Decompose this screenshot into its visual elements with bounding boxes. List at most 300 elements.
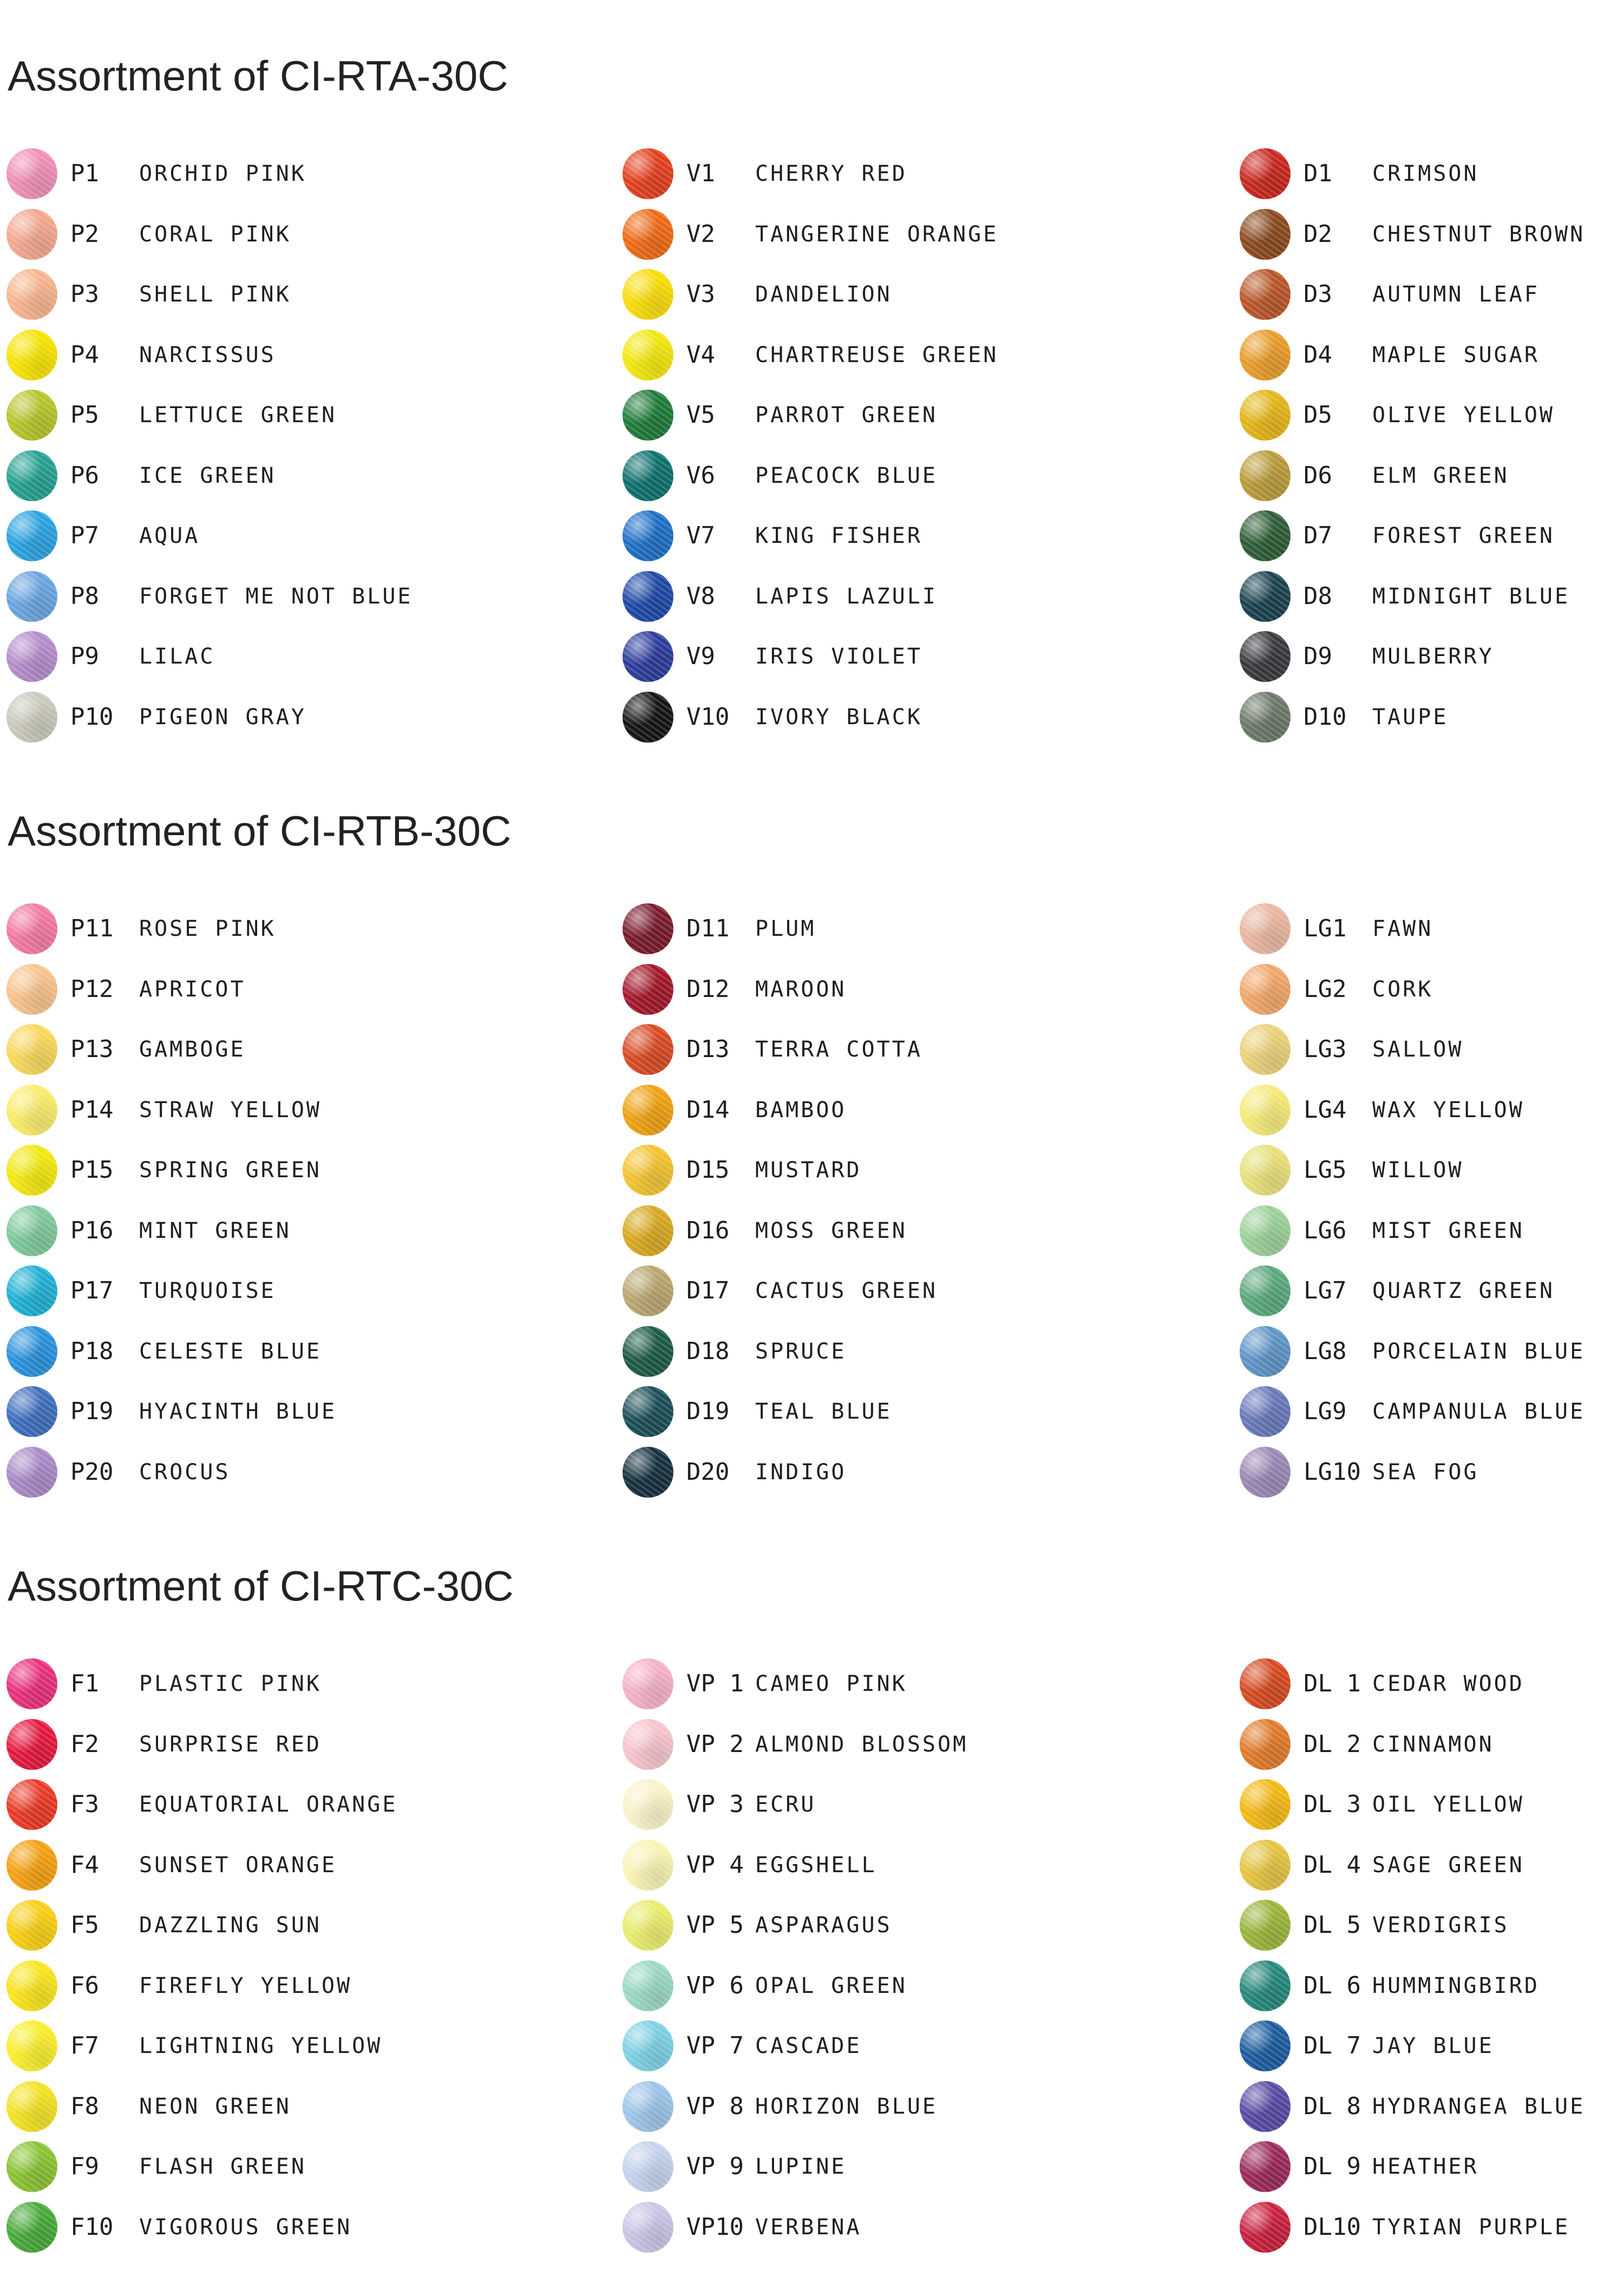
color-code: F1 [70,1670,99,1697]
color-code: P11 [70,915,114,942]
color-swatch [1240,1779,1291,1830]
color-swatch [6,1900,57,1951]
section-title: Assortment of CI-RTA-30C [8,52,508,100]
color-item-f8 [6,2076,440,2137]
color-code: LG4 [1304,1096,1347,1124]
color-code: DL 6 [1304,1972,1361,1999]
color-name: MOSS GREEN [755,1218,907,1243]
color-item-lg9 [1240,1381,1624,1442]
color-swatch [1240,269,1291,320]
color-code: DL 1 [1304,1670,1361,1697]
color-item-d1 [1240,143,1624,204]
color-name: MINT GREEN [139,1218,291,1243]
color-name: INDIGO [755,1460,847,1485]
color-name: CORAL PINK [139,222,291,247]
color-item-p2 [6,204,440,265]
color-name: EQUATORIAL ORANGE [139,1792,398,1817]
color-swatch [623,1386,673,1437]
color-item-d18 [623,1321,1056,1382]
color-swatch [6,1719,57,1770]
color-name: CHESTNUT BROWN [1372,222,1586,247]
color-code: LG3 [1304,1035,1347,1063]
color-item-lg10 [1240,1442,1624,1503]
color-name: HORIZON BLUE [755,2094,938,2119]
color-code: P15 [70,1156,114,1184]
color-code: LG8 [1304,1337,1347,1365]
color-code: VP10 [686,2213,744,2241]
color-code: DL 9 [1304,2153,1361,2180]
color-swatch [623,1265,673,1316]
color-code: P7 [70,522,99,549]
color-name: QUARTZ GREEN [1372,1278,1555,1303]
color-swatch [6,2141,57,2192]
color-name: ICE GREEN [139,463,276,488]
color-item-lg5 [1240,1140,1624,1201]
color-name: CINNAMON [1372,1732,1494,1757]
color-swatch [6,1326,57,1377]
color-name: FAWN [1372,916,1433,941]
color-swatch [1240,964,1291,1015]
color-code: F6 [70,1972,99,1999]
color-code: V6 [686,462,715,489]
color-code: LG7 [1304,1277,1347,1304]
color-name: CHERRY RED [755,161,907,186]
color-code: D3 [1304,280,1332,308]
color-name: DANDELION [755,282,892,307]
color-name: HYACINTH BLUE [139,1399,337,1424]
color-code: P6 [70,462,99,489]
color-name: DAZZLING SUN [139,1913,322,1938]
color-swatch [623,2141,673,2192]
color-swatch [6,2081,57,2132]
color-item-d15 [623,1140,1056,1201]
color-name: ELM GREEN [1372,463,1509,488]
color-item-p20 [6,1442,440,1503]
color-code: DL 3 [1304,1790,1361,1818]
color-code: D20 [686,1458,730,1486]
color-item-f4 [6,1835,440,1895]
color-item-d10 [1240,687,1624,747]
color-name: LETTUCE GREEN [139,403,337,428]
color-item-p12 [6,959,440,1020]
color-item-p7 [6,506,440,566]
color-swatch [623,209,673,260]
color-swatch [1240,903,1291,954]
color-item-lg3 [1240,1019,1624,1080]
color-name: ASPARAGUS [755,1913,892,1938]
color-swatch [1240,1024,1291,1075]
color-item-lg7 [1240,1261,1624,1321]
color-swatch [6,450,57,501]
color-code: V4 [686,341,715,369]
color-swatch [6,209,57,260]
color-item-vp10 [623,2197,1056,2258]
color-name: EGGSHELL [755,1853,877,1878]
color-swatch [1240,1386,1291,1437]
color-item-p9 [6,626,440,687]
color-name: TANGERINE ORANGE [755,222,999,247]
color-name: VERBENA [755,2215,862,2240]
color-name: CASCADE [755,2033,862,2058]
color-code: VP 4 [686,1851,744,1879]
color-item-p6 [6,445,440,506]
color-item-v9 [623,626,1056,687]
color-swatch [623,1719,673,1770]
color-code: F10 [70,2213,114,2241]
color-code: V10 [686,703,730,731]
color-swatch [6,631,57,682]
color-swatch [6,148,57,199]
color-item-p10 [6,687,440,747]
color-name: AUTUMN LEAF [1372,282,1540,307]
color-name: LIGHTNING YELLOW [139,2033,383,2058]
color-name: MAPLE SUGAR [1372,343,1540,368]
color-swatch [623,2081,673,2132]
color-code: V5 [686,401,715,429]
color-name: LILAC [139,644,215,669]
color-swatch [6,1447,57,1498]
color-name: ALMOND BLOSSOM [755,1732,968,1757]
color-name: MULBERRY [1372,644,1494,669]
color-swatch [1240,510,1291,561]
color-name: VIGOROUS GREEN [139,2215,352,2240]
color-code: VP 5 [686,1911,744,1939]
color-item-p14 [6,1080,440,1140]
color-name: LAPIS LAZULI [755,584,938,609]
assortment-section [0,0,1624,752]
color-code: VP 9 [686,2153,744,2180]
color-item-vp-3 [623,1774,1056,1835]
color-name: OIL YELLOW [1372,1792,1524,1817]
color-code: LG9 [1304,1398,1347,1425]
color-code: F7 [70,2032,99,2059]
color-item-d12 [623,959,1056,1020]
color-swatch [6,2202,57,2253]
color-name: CHARTREUSE GREEN [755,343,999,368]
color-name: FIREFLY YELLOW [139,1973,352,1998]
color-item-dl-8 [1240,2076,1624,2137]
color-swatch [623,964,673,1015]
color-name: PLUM [755,916,816,941]
color-code: LG2 [1304,975,1347,1003]
color-swatch [623,269,673,320]
color-item-p4 [6,325,440,385]
color-name: SHELL PINK [139,282,291,307]
color-code: D9 [1304,642,1332,670]
color-code: P12 [70,975,114,1003]
color-swatch [1240,2021,1291,2071]
color-code: F9 [70,2153,99,2180]
color-item-dl-4 [1240,1835,1624,1895]
color-item-p1 [6,143,440,204]
color-name: SUNSET ORANGE [139,1853,337,1878]
color-swatch [1240,1447,1291,1498]
color-code: P4 [70,341,99,369]
color-code: F4 [70,1851,99,1879]
color-code: P19 [70,1398,114,1425]
color-item-vp-7 [623,2016,1056,2076]
color-code: D1 [1304,160,1332,187]
color-item-dl-7 [1240,2016,1624,2076]
color-item-p13 [6,1019,440,1080]
color-item-v5 [623,385,1056,445]
color-name: CRIMSON [1372,161,1479,186]
color-item-v8 [623,566,1056,627]
color-swatch [1240,1658,1291,1709]
color-swatch [1240,330,1291,381]
color-swatch [623,1779,673,1830]
color-swatch [1240,209,1291,260]
color-item-vp-6 [623,1956,1056,2016]
color-swatch [623,1658,673,1709]
color-code: V1 [686,160,715,187]
color-name: OPAL GREEN [755,1973,907,1998]
color-name: TURQUOISE [139,1278,276,1303]
color-swatch [6,1145,57,1196]
color-item-d7 [1240,506,1624,566]
color-code: D14 [686,1096,730,1124]
color-name: TEAL BLUE [755,1399,892,1424]
color-code: V9 [686,642,715,670]
color-name: APRICOT [139,977,246,1002]
color-name: STRAW YELLOW [139,1098,322,1123]
color-item-f9 [6,2136,440,2197]
color-swatch [623,1447,673,1498]
color-item-v7 [623,506,1056,566]
color-code: P16 [70,1217,114,1244]
color-swatch [623,2202,673,2253]
color-swatch [6,510,57,561]
color-item-dl-3 [1240,1774,1624,1835]
color-swatch [1240,1085,1291,1136]
color-code: D10 [1304,703,1347,731]
color-item-f5 [6,1895,440,1956]
color-item-d14 [623,1080,1056,1140]
color-item-p18 [6,1321,440,1382]
color-item-f10 [6,2197,440,2258]
color-item-f3 [6,1774,440,1835]
color-item-p17 [6,1261,440,1321]
color-code: DL 2 [1304,1730,1361,1758]
color-item-f6 [6,1956,440,2016]
color-name: VERDIGRIS [1372,1913,1509,1938]
color-name: MUSTARD [755,1158,862,1183]
color-item-p8 [6,566,440,627]
color-item-lg2 [1240,959,1624,1020]
color-item-d2 [1240,204,1624,265]
color-item-f1 [6,1654,440,1714]
color-swatch [6,1205,57,1256]
color-name: FLASH GREEN [139,2154,306,2179]
color-name: SAGE GREEN [1372,1853,1524,1878]
color-swatch [623,1840,673,1891]
color-swatch [1240,692,1291,743]
color-code: VP 7 [686,2032,744,2059]
color-swatch [1240,390,1291,441]
color-swatch [1240,2081,1291,2132]
color-name: PEACOCK BLUE [755,463,938,488]
color-swatch [6,964,57,1015]
color-code: P2 [70,220,99,248]
color-name: PORCELAIN BLUE [1372,1339,1586,1364]
color-name: MAROON [755,977,847,1002]
color-code: D18 [686,1337,730,1365]
color-item-d8 [1240,566,1624,627]
color-item-v2 [623,204,1056,265]
color-name: FOREST GREEN [1372,523,1555,548]
color-name: NEON GREEN [139,2094,291,2119]
color-item-vp-1 [623,1654,1056,1714]
color-code: F2 [70,1730,99,1758]
color-item-p5 [6,385,440,445]
color-item-v1 [623,143,1056,204]
color-item-p3 [6,264,440,325]
color-name: CEDAR WOOD [1372,1671,1524,1696]
color-name: PARROT GREEN [755,403,938,428]
color-item-lg8 [1240,1321,1624,1382]
color-item-dl-1 [1240,1654,1624,1714]
color-name: HYDRANGEA BLUE [1372,2094,1586,2119]
color-swatch [1240,571,1291,622]
color-swatch [623,450,673,501]
color-swatch [623,330,673,381]
color-item-d9 [1240,626,1624,687]
color-swatch [1240,148,1291,199]
color-item-dl10 [1240,2197,1624,2258]
color-item-vp-8 [623,2076,1056,2137]
color-swatch [623,571,673,622]
color-item-d11 [623,898,1056,959]
color-name: BAMBOO [755,1098,847,1123]
color-swatch [623,1205,673,1256]
color-code: P13 [70,1035,114,1063]
color-item-d5 [1240,385,1624,445]
color-swatch [623,692,673,743]
color-swatch [6,1265,57,1316]
color-code: P10 [70,703,114,731]
color-swatch [623,1085,673,1136]
color-name: MIDNIGHT BLUE [1372,584,1570,609]
color-swatch [1240,1145,1291,1196]
color-code: P17 [70,1277,114,1304]
color-item-lg6 [1240,1201,1624,1261]
color-item-vp-4 [623,1835,1056,1895]
color-swatch [6,269,57,320]
color-code: P3 [70,280,99,308]
color-name: SPRING GREEN [139,1158,322,1183]
color-name: PLASTIC PINK [139,1671,322,1696]
section-title: Assortment of CI-RTB-30C [8,807,512,855]
color-name: SURPRISE RED [139,1732,322,1757]
color-swatch [6,1840,57,1891]
color-code: F5 [70,1911,99,1939]
color-item-vp-5 [623,1895,1056,1956]
color-swatch [623,903,673,954]
color-item-dl-5 [1240,1895,1624,1956]
color-code: D15 [686,1156,730,1184]
color-swatch [623,1024,673,1075]
color-name: HUMMINGBIRD [1372,1973,1540,1998]
color-code: VP 2 [686,1730,744,1758]
color-item-d13 [623,1019,1056,1080]
color-name: SEA FOG [1372,1460,1479,1485]
color-swatch [1240,1719,1291,1770]
section-title: Assortment of CI-RTC-30C [8,1562,514,1610]
color-code: P18 [70,1337,114,1365]
color-name: SALLOW [1372,1037,1464,1062]
color-swatch [6,1658,57,1709]
color-swatch [1240,2202,1291,2253]
color-swatch [1240,1326,1291,1377]
color-swatch [623,631,673,682]
color-item-d16 [623,1201,1056,1261]
color-swatch [6,571,57,622]
color-swatch [6,390,57,441]
color-code: VP 1 [686,1670,744,1697]
color-name: CROCUS [139,1460,231,1485]
color-name: LUPINE [755,2154,847,2179]
color-name: NARCISSUS [139,343,276,368]
color-code: DL 5 [1304,1911,1361,1939]
color-swatch [623,2021,673,2071]
color-name: ORCHID PINK [139,161,306,186]
color-item-p19 [6,1381,440,1442]
color-code: DL 8 [1304,2092,1361,2120]
color-name: WAX YELLOW [1372,1098,1524,1123]
color-item-f7 [6,2016,440,2076]
color-item-dl-6 [1240,1956,1624,2016]
color-code: LG10 [1304,1458,1361,1486]
color-name: ROSE PINK [139,916,276,941]
color-swatch [1240,450,1291,501]
color-swatch [1240,631,1291,682]
color-swatch [6,2021,57,2071]
color-code: P20 [70,1458,114,1486]
color-code: D8 [1304,582,1332,610]
color-code: V2 [686,220,715,248]
color-code: P9 [70,642,99,670]
color-swatch [623,390,673,441]
color-code: VP 3 [686,1790,744,1818]
color-item-d17 [623,1261,1056,1321]
color-code: D16 [686,1217,730,1244]
color-swatch [6,692,57,743]
color-swatch [1240,1265,1291,1316]
color-item-f2 [6,1714,440,1775]
color-item-d3 [1240,264,1624,325]
color-swatch [623,1145,673,1196]
color-name: OLIVE YELLOW [1372,403,1555,428]
color-code: F3 [70,1790,99,1818]
color-name: TAUPE [1372,705,1449,730]
color-swatch [623,148,673,199]
color-name: HEATHER [1372,2154,1479,2179]
color-code: DL10 [1304,2213,1361,2241]
color-swatch [623,510,673,561]
color-swatch [1240,1205,1291,1256]
color-name: CAMPANULA BLUE [1372,1399,1586,1424]
color-code: F8 [70,2092,99,2120]
color-code: D19 [686,1398,730,1425]
color-code: LG6 [1304,1217,1347,1244]
color-code: P14 [70,1096,114,1124]
color-name: TYRIAN PURPLE [1372,2215,1570,2240]
assortment-section [0,1510,1624,2262]
color-code: D6 [1304,462,1332,489]
color-swatch [6,1024,57,1075]
color-name: PIGEON GRAY [139,705,306,730]
color-code: P5 [70,401,99,429]
